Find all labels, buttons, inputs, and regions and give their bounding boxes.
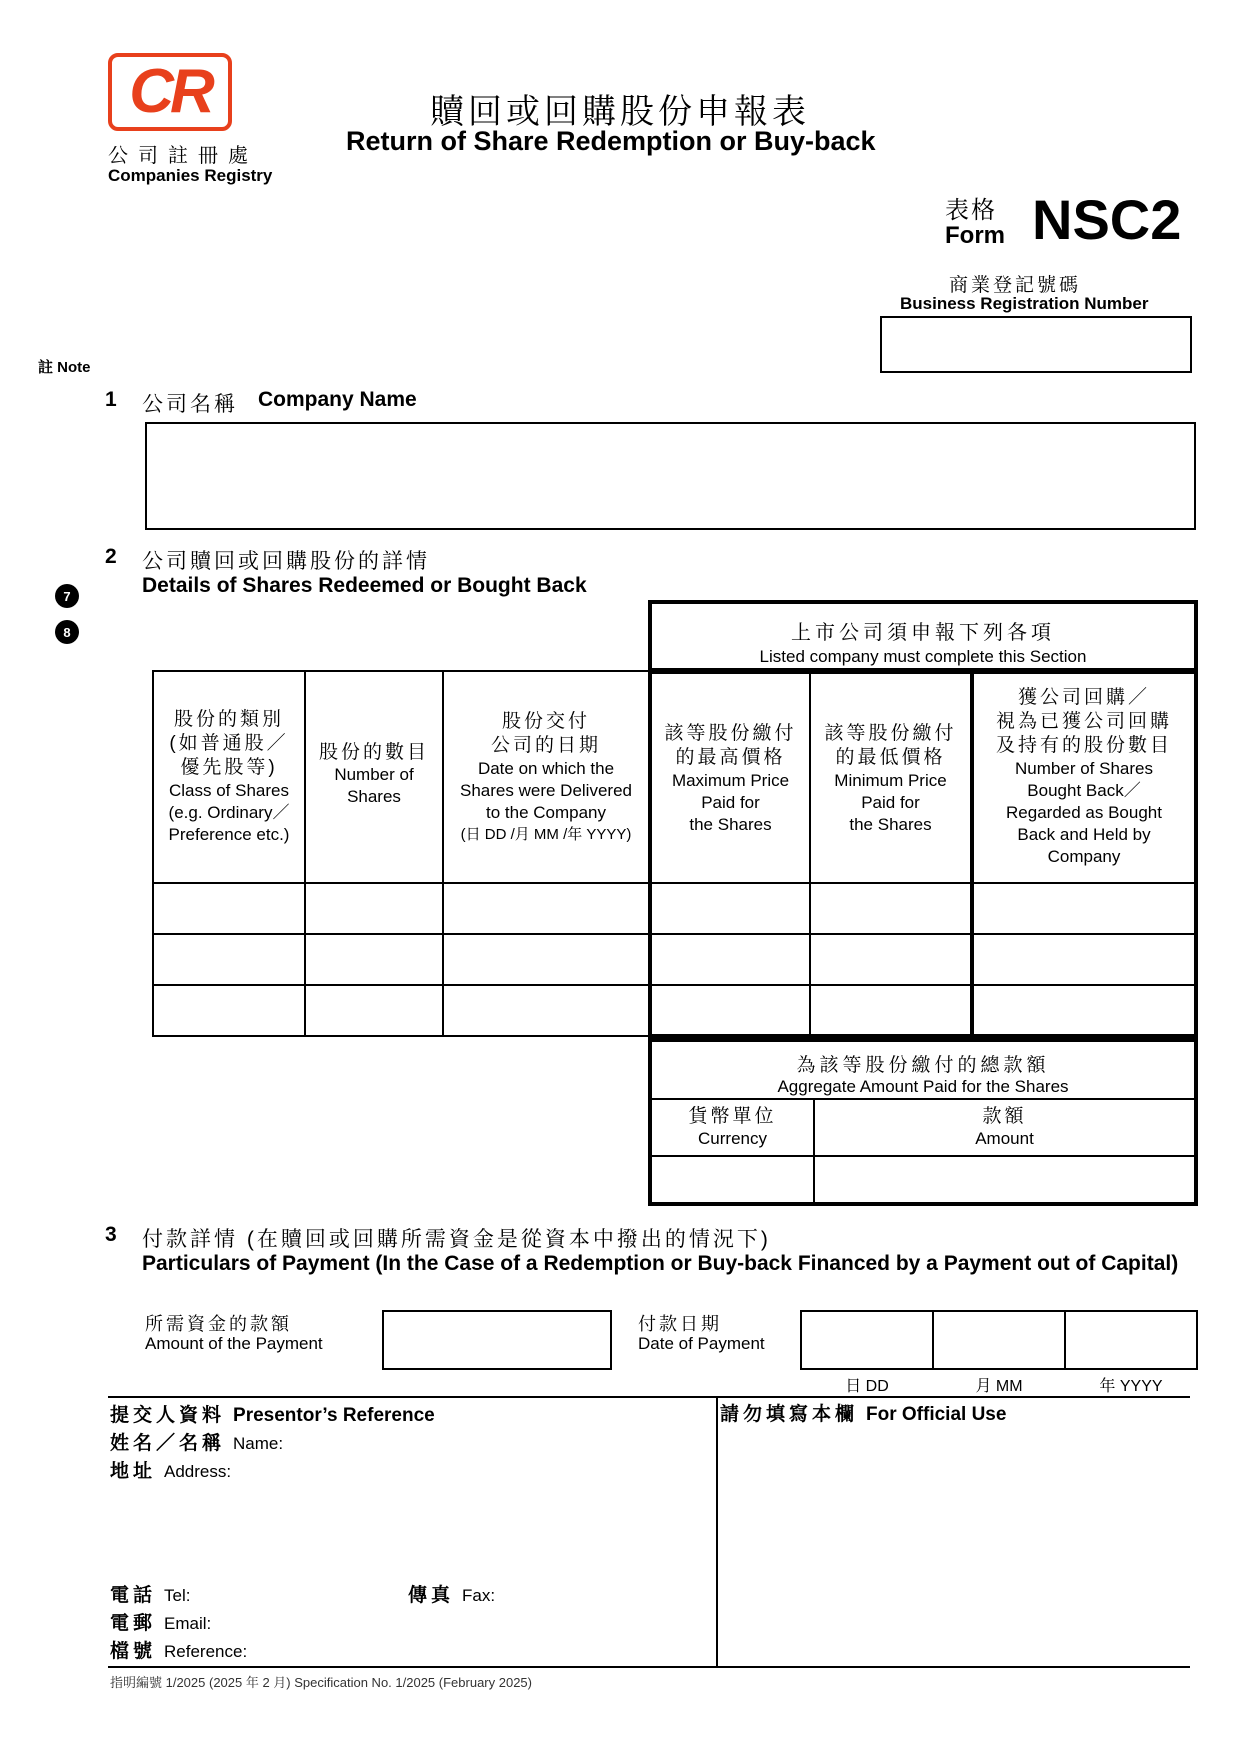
form-code: NSC2 [1032, 188, 1182, 251]
table-cell-input[interactable] [444, 935, 648, 984]
logo-text: CR [129, 57, 211, 126]
col-class-header: 股份的類別 (如普通股／ 優先股等) Class of Shares (e.g. Ordinary／ Preference etc.) [168, 709, 290, 844]
official-use-title: 請勿填寫本欄 For Official Use [720, 1404, 1007, 1425]
section1-title-en: Company Name [258, 388, 417, 411]
section1-title-zh: 公司名稱 [142, 393, 238, 416]
table-cell-input[interactable] [306, 935, 442, 984]
listed-company-zh: 上市公司須申報下列各項 [791, 622, 1055, 644]
title-en: Return of Share Redemption or Buy-back [346, 126, 876, 156]
col-max-price-header: 該等股份繳付 的最高價格 Maximum Price Paid for the Shares [664, 723, 797, 834]
section1-number: 1 [105, 388, 117, 411]
payment-month-input[interactable] [932, 1310, 1066, 1370]
brn-label-zh: 商業登記號碼 [948, 275, 1081, 296]
table-cell-input[interactable] [444, 986, 648, 1035]
section3-number: 3 [105, 1223, 117, 1246]
col-min-price-header: 該等股份繳付 的最低價格 Minimum Price Paid for the Shares [824, 723, 957, 834]
registry-name-en: Companies Registry [108, 166, 273, 185]
listed-company-en: Listed company must complete this Section [759, 647, 1087, 666]
table-cell-input[interactable] [444, 884, 648, 933]
col-bought-back-header: 獲公司回購／ 視為已獲公司回購 及持有的股份數目 Number of Shares Bought Back／ Regarded as Bought Back and Held by Company [995, 687, 1172, 866]
note-ref-7: 7 [55, 584, 79, 608]
form-label-zh: 表格 [945, 197, 997, 224]
table-cell-input[interactable] [154, 884, 304, 933]
day-label: 日 DD [845, 1378, 889, 1395]
form-label-en: Form [945, 222, 1005, 249]
year-label: 年 YYYY [1099, 1378, 1163, 1395]
amount-header: 款額 Amount [975, 1106, 1034, 1148]
table-cell-input[interactable] [974, 884, 1194, 933]
section3-title-zh: 付款詳情 (在贖回或回購所需資金是從資本中撥出的情況下) [142, 1228, 771, 1251]
payment-date-label-en: Date of Payment [638, 1334, 765, 1353]
presenter-email-label: 電郵 Email: [110, 1613, 212, 1634]
note-ref-8: 8 [55, 620, 79, 644]
registry-name-zh: 公司註冊處 [108, 145, 258, 167]
shares-table [152, 670, 1198, 1040]
presenter-fax-label: 傳真 Fax: [408, 1585, 496, 1606]
presenter-name-label: 姓名／名稱 Name: [110, 1433, 284, 1454]
brn-label-en: Business Registration Number [900, 294, 1149, 313]
section3-title-en: Particulars of Payment (In the Case of a Redemption or Buy-back Financed by a Payment out of Capital) [142, 1252, 1179, 1275]
listed-company-header [648, 600, 1198, 672]
presenter-tel-label: 電話 Tel: [110, 1585, 191, 1606]
currency-header: 貨幣單位 Currency [688, 1106, 777, 1148]
table-cell-input[interactable] [652, 935, 809, 984]
presenter-reference-label: 檔號 Reference: [110, 1641, 248, 1662]
title-zh: 贖回或回購股份申報表 [430, 93, 810, 131]
currency-input[interactable] [652, 1157, 813, 1203]
payment-amount-label-en: Amount of the Payment [145, 1334, 323, 1353]
table-cell-input[interactable] [652, 884, 809, 933]
table-cell-input[interactable] [154, 986, 304, 1035]
payment-amount-label-zh: 所需資金的款額 [145, 1314, 292, 1334]
table-cell-input[interactable] [974, 935, 1194, 984]
payment-date-label-zh: 付款日期 [638, 1314, 722, 1334]
table-cell-input[interactable] [811, 935, 970, 984]
payment-year-input[interactable] [1064, 1310, 1198, 1370]
section2-title-zh: 公司贖回或回購股份的詳情 [142, 550, 430, 573]
aggregate-title-en: Aggregate Amount Paid for the Shares [777, 1077, 1069, 1096]
section2-title-en: Details of Shares Redeemed or Bought Back [142, 574, 587, 597]
payment-day-input[interactable] [800, 1310, 934, 1370]
presenter-address-label: 地址 Address: [110, 1461, 232, 1482]
section2-number: 2 [105, 545, 117, 568]
table-cell-input[interactable] [154, 935, 304, 984]
presenter-title: 提交人資料 Presentor’s Reference [110, 1405, 435, 1426]
aggregate-title-zh: 為該等股份繳付的總款額 [796, 1055, 1050, 1076]
company-name-input[interactable] [145, 422, 1196, 530]
col-date-header: 股份交付 公司的日期 Date on which the Shares were Delivered to the Company (日 DD /月 MM /年 YYYY) [460, 711, 632, 843]
table-cell-input[interactable] [811, 884, 970, 933]
col-number-header: 股份的數目 Number of Shares [318, 742, 429, 806]
aggregate-amount-box [648, 1038, 1198, 1206]
table-cell-input[interactable] [306, 884, 442, 933]
companies-registry-logo [108, 53, 232, 131]
table-cell-input[interactable] [811, 986, 970, 1035]
payment-amount-input[interactable] [382, 1310, 612, 1370]
amount-input[interactable] [815, 1157, 1194, 1203]
table-cell-input[interactable] [974, 986, 1194, 1035]
footer-specification: 指明編號 1/2025 (2025 年 2 月) Specification No. 1/2025 (February 2025) [110, 1675, 532, 1690]
note-label: 註 Note [38, 359, 91, 376]
table-cell-input[interactable] [306, 986, 442, 1035]
month-label: 月 MM [975, 1378, 1023, 1395]
brn-input[interactable] [880, 316, 1192, 373]
table-cell-input[interactable] [652, 986, 809, 1035]
